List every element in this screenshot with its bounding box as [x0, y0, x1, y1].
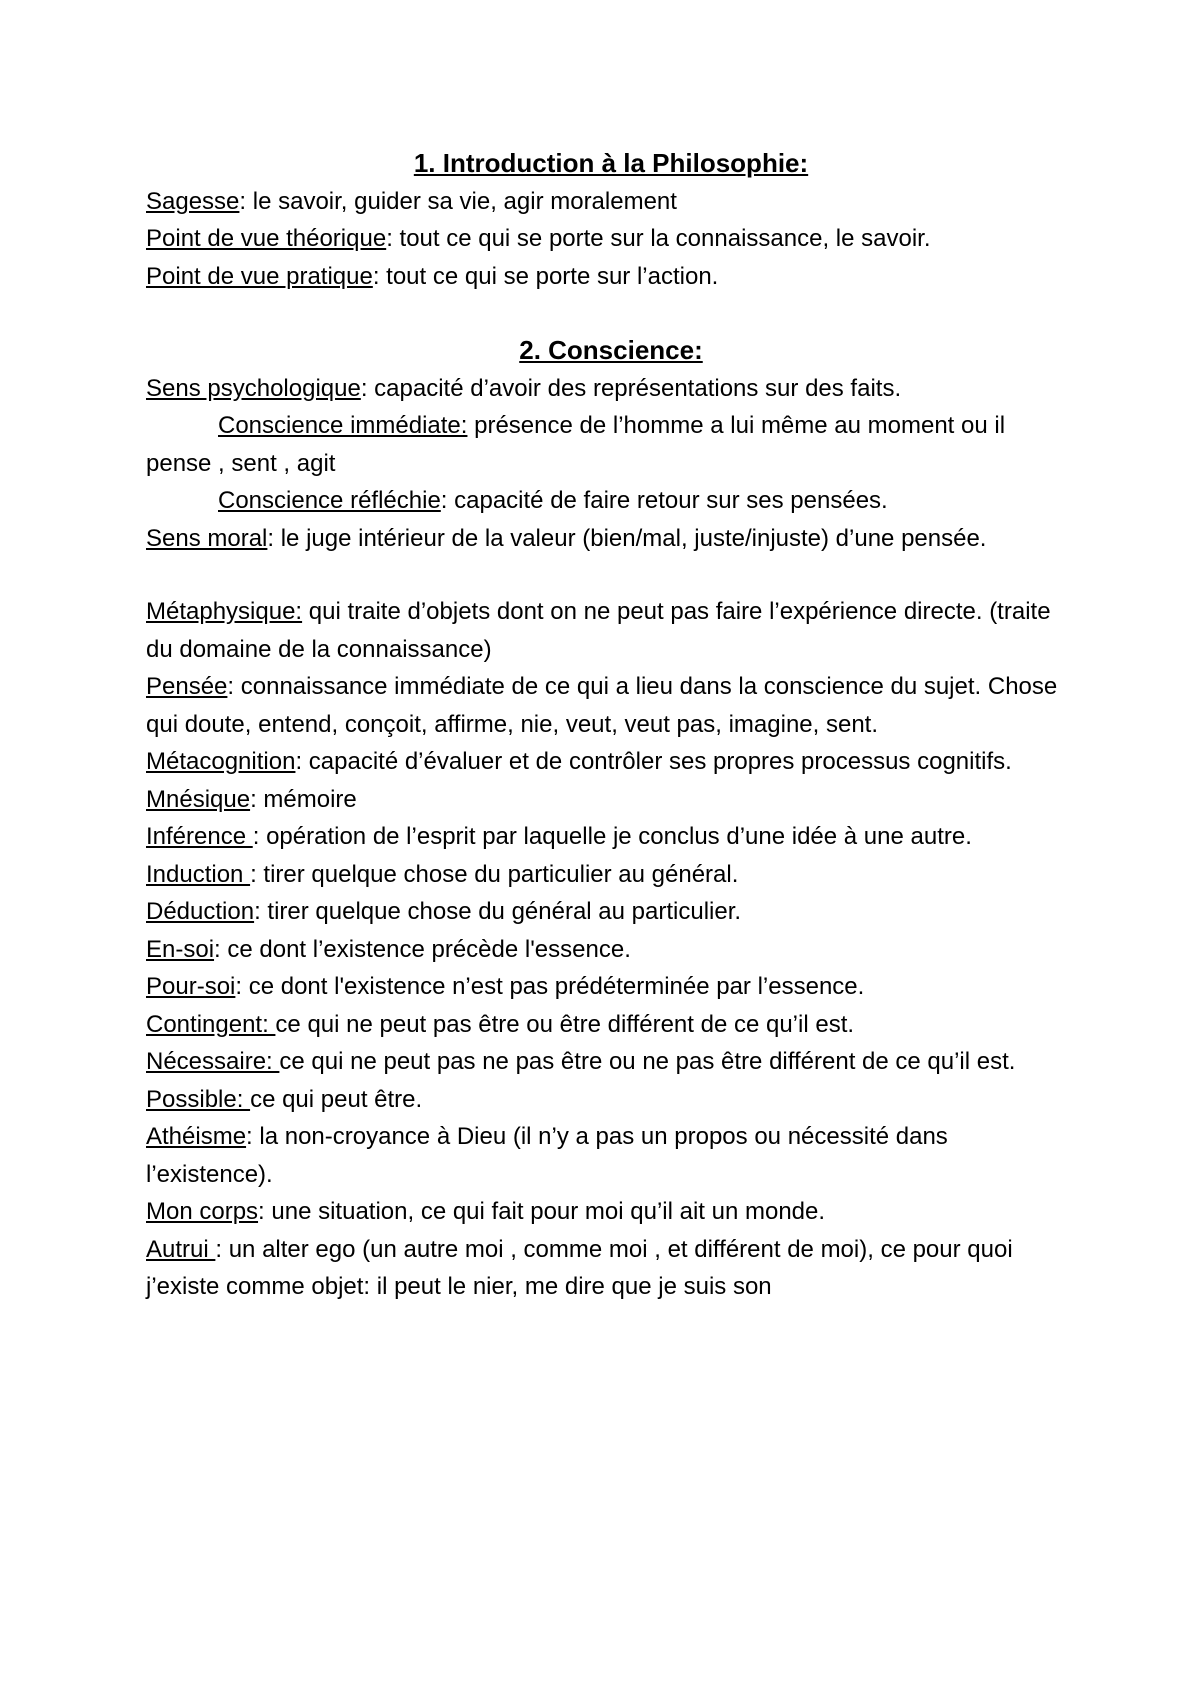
section-heading-introduction: 1. Introduction à la Philosophie: — [413, 148, 809, 178]
definition-conscience-reflechie — [146, 482, 1076, 520]
definition-text: : capacité d’évaluer et de contrôler ses propres processus cognitifs. — [295, 748, 1012, 775]
definition-contingent — [146, 1006, 1076, 1044]
term: Nécessaire: — [146, 1048, 280, 1075]
definition-text: : capacité de faire retour sur ses pensées. — [440, 487, 888, 514]
term: Inférence — [146, 823, 253, 850]
definition-text: présence de l’homme a lui même au moment ou il pense , sent , agit — [146, 412, 1006, 477]
term: Métacognition — [146, 748, 296, 775]
definition-text: ce qui ne peut pas être ou être différent de ce qu’il est. — [275, 1010, 855, 1038]
term: Autrui — [146, 1235, 216, 1263]
term: Mon corps — [146, 1198, 259, 1225]
term: Possible: — [146, 1085, 251, 1113]
definition-metacognition — [146, 743, 1076, 781]
definition-text: : tirer quelque chose du particulier au général. — [250, 860, 739, 888]
term: Conscience immédiate: — [218, 412, 468, 439]
definition-inference — [146, 818, 1076, 856]
definition-text: : une situation, ce qui fait pour moi qu’il ait un monde. — [258, 1198, 826, 1225]
definition-en-soi — [146, 931, 1076, 969]
term: Sens psychologique — [146, 374, 361, 402]
definition-mon-corps — [146, 1193, 1076, 1231]
definition-text: : ce dont l'existence n’est pas prédéterminée par l’essence. — [235, 973, 865, 1000]
term: Pensée — [146, 673, 228, 700]
definition-text: ce qui ne peut pas ne pas être ou ne pas être différent de ce qu’il est. — [279, 1048, 1016, 1075]
definition-deduction — [146, 893, 1076, 931]
definition-pour-soi — [146, 968, 1076, 1006]
definition-text: qui traite d’objets dont on ne peut pas faire l’expérience directe. (traite du domaine de la connaissance) — [146, 598, 1051, 663]
definition-point-de-vue-theorique — [146, 220, 1076, 258]
spacer — [146, 295, 1076, 332]
definition-mnesique — [146, 781, 1076, 819]
definition-text: : tout ce qui se porte sur la connaissance, le savoir. — [386, 225, 931, 252]
definition-autrui — [146, 1231, 1076, 1306]
term: Conscience réfléchie — [218, 487, 441, 514]
definition-text: : ce dont l’existence précède l'essence. — [214, 935, 631, 963]
definition-metaphysique — [146, 593, 1076, 668]
term: Contingent: — [146, 1010, 276, 1038]
definition-text: ce qui peut être. — [250, 1085, 423, 1113]
definition-text: : tirer quelque chose du général au particulier. — [254, 898, 742, 925]
term: Sagesse — [146, 187, 240, 215]
definition-necessaire — [146, 1043, 1076, 1081]
spacer — [146, 557, 1076, 593]
definition-sens-moral — [146, 520, 1076, 558]
definition-point-de-vue-pratique — [146, 258, 1076, 296]
definition-sagesse — [146, 183, 1076, 221]
term: Mnésique — [146, 785, 251, 813]
term: Point de vue théorique — [146, 225, 387, 252]
definition-text: : opération de l’esprit par laquelle je conclus d’une idée à une autre. — [252, 823, 972, 850]
definition-text: : capacité d’avoir des représentations sur des faits. — [360, 374, 902, 402]
definition-induction — [146, 856, 1076, 894]
definition-text: : le savoir, guider sa vie, agir moralement — [239, 187, 677, 215]
definition-text: : le juge intérieur de la valeur (bien/mal, juste/injuste) d’une pensée. — [267, 524, 987, 552]
definition-text: : un alter ego (un autre moi , comme moi , et différent de moi), ce pour quoi j’existe comme objet: il peut le nier, me dire que je suis son — [146, 1235, 1013, 1300]
definition-sens-psychologique — [146, 370, 1076, 408]
definition-text: : la non-croyance à Dieu (il n’y a pas un propos ou nécessité dans l’existence). — [146, 1123, 948, 1188]
document-page — [146, 145, 1076, 1306]
definition-conscience-immediate — [146, 407, 1076, 482]
term: Athéisme — [146, 1123, 247, 1150]
definition-text: : tout ce qui se porte sur l’action. — [372, 262, 719, 290]
definition-text: : mémoire — [250, 785, 357, 813]
section-heading-conscience: 2. Conscience: — [519, 335, 703, 365]
term: Point de vue pratique — [146, 262, 373, 290]
definition-text: : connaissance immédiate de ce qui a lieu dans la conscience du sujet. Chose qui doute, entend, conçoit, affirme, nie, veut, veut pas, imagine, sent. — [146, 673, 1058, 738]
term: Induction — [146, 860, 251, 888]
definition-possible — [146, 1081, 1076, 1119]
term: Sens moral — [146, 524, 268, 552]
term: Déduction — [146, 898, 255, 925]
term: Pour-soi — [146, 973, 236, 1000]
definition-pensee — [146, 668, 1076, 743]
term: En-soi — [146, 935, 215, 963]
term: Métaphysique: — [146, 598, 303, 625]
definition-atheisme — [146, 1118, 1076, 1193]
